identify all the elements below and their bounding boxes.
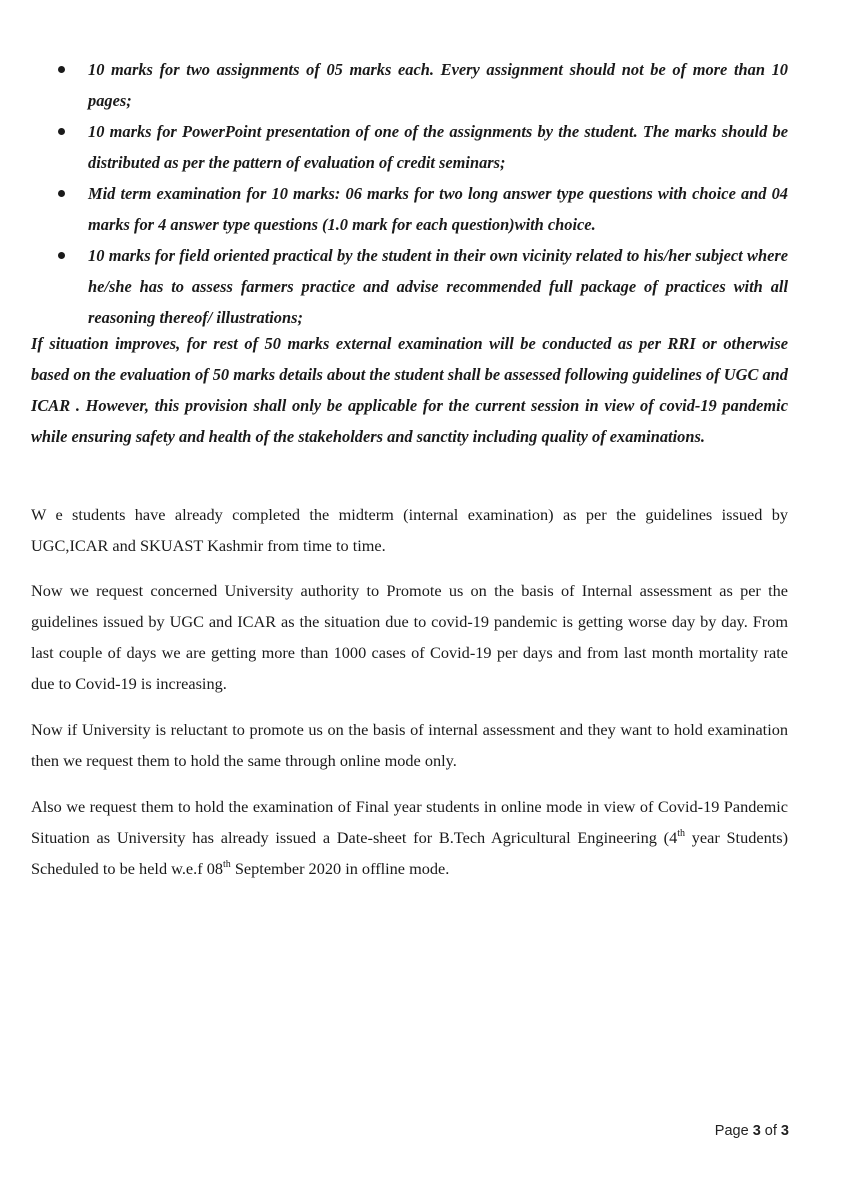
bullet-text: 10 marks for PowerPoint presentation of one of the assignments by the student. The marks should be distributed as per the pattern of evaluation of credit seminars; — [88, 122, 788, 172]
current-page-number: 3 — [752, 1123, 761, 1139]
paragraph-text: Also we request them to hold the examination of Final year students in online mode in view of Covid-19 Pandemic Situation as University has already issued a Date-sheet for B.Tech Agricultural Engineering (4 — [31, 797, 788, 847]
paragraph-final-year-request — [31, 791, 788, 884]
bullet-dot-icon — [58, 128, 65, 135]
bullet-dot-icon — [58, 252, 65, 259]
ordinal-superscript: th — [677, 828, 685, 839]
page-number-footer — [715, 1123, 789, 1139]
bullet-dot-icon — [58, 190, 65, 197]
paragraph-promotion-request: Now we request concerned University authority to Promote us on the basis of Internal assessment as per the guidelines issued by UGC and ICAR as the situation due to covid-19 pandemic is getting worse day by day. From last couple of days we are getting more than 1000 cases of Covid-19 per days and from last month mortality rate due to Covid-19 is increasing. — [31, 581, 788, 693]
paragraph-midterm-completed: W e students have already completed the midterm (internal examination) as per the guidelines issued by UGC,ICAR and SKUAST Kashmir from time to time. — [31, 505, 788, 555]
situation-note: If situation improves, for rest of 50 marks external examination will be conducted as per RRI or otherwise based on the evaluation of 50 marks details about the student shall be assessed following guidelines of UGC and ICAR . However, this provision shall only be applicable for the current session in view of covid-19 pandemic while ensuring safety and health of the stakeholders and sanctity including quality of examinations. — [31, 334, 788, 446]
marks-bullet-list — [56, 54, 788, 333]
bullet-item — [56, 54, 788, 116]
bullet-dot-icon — [58, 66, 65, 73]
bullet-item — [56, 116, 788, 178]
bullet-text: 10 marks for two assignments of 05 marks each. Every assignment should not be of more than 10 pages; — [88, 60, 788, 110]
page-label: Page — [714, 1123, 749, 1139]
bullet-text: 10 marks for field oriented practical by the student in their own vicinity related to his/her subject where he/she has to assess farmers practice and advise recommended full package of practices with all reasoning thereof/ illustrations; — [88, 246, 788, 327]
of-label: of — [764, 1123, 777, 1139]
bullet-item — [56, 240, 788, 333]
bullet-item — [56, 178, 788, 240]
ordinal-superscript: th — [223, 859, 231, 870]
paragraph-text: year Students) Scheduled to be held w.e.f 08 — [31, 828, 788, 878]
paragraph-online-exam-request: Now if University is reluctant to promote us on the basis of internal assessment and they want to hold examination then we request them to hold the same through online mode only. — [31, 720, 788, 770]
total-pages-number: 3 — [780, 1123, 789, 1139]
bullet-text: Mid term examination for 10 marks: 06 marks for two long answer type questions with choice and 04 marks for 4 answer type questions (1.0 mark for each question)with choice. — [88, 184, 788, 234]
paragraph-text: September 2020 in offline mode. — [230, 859, 450, 878]
